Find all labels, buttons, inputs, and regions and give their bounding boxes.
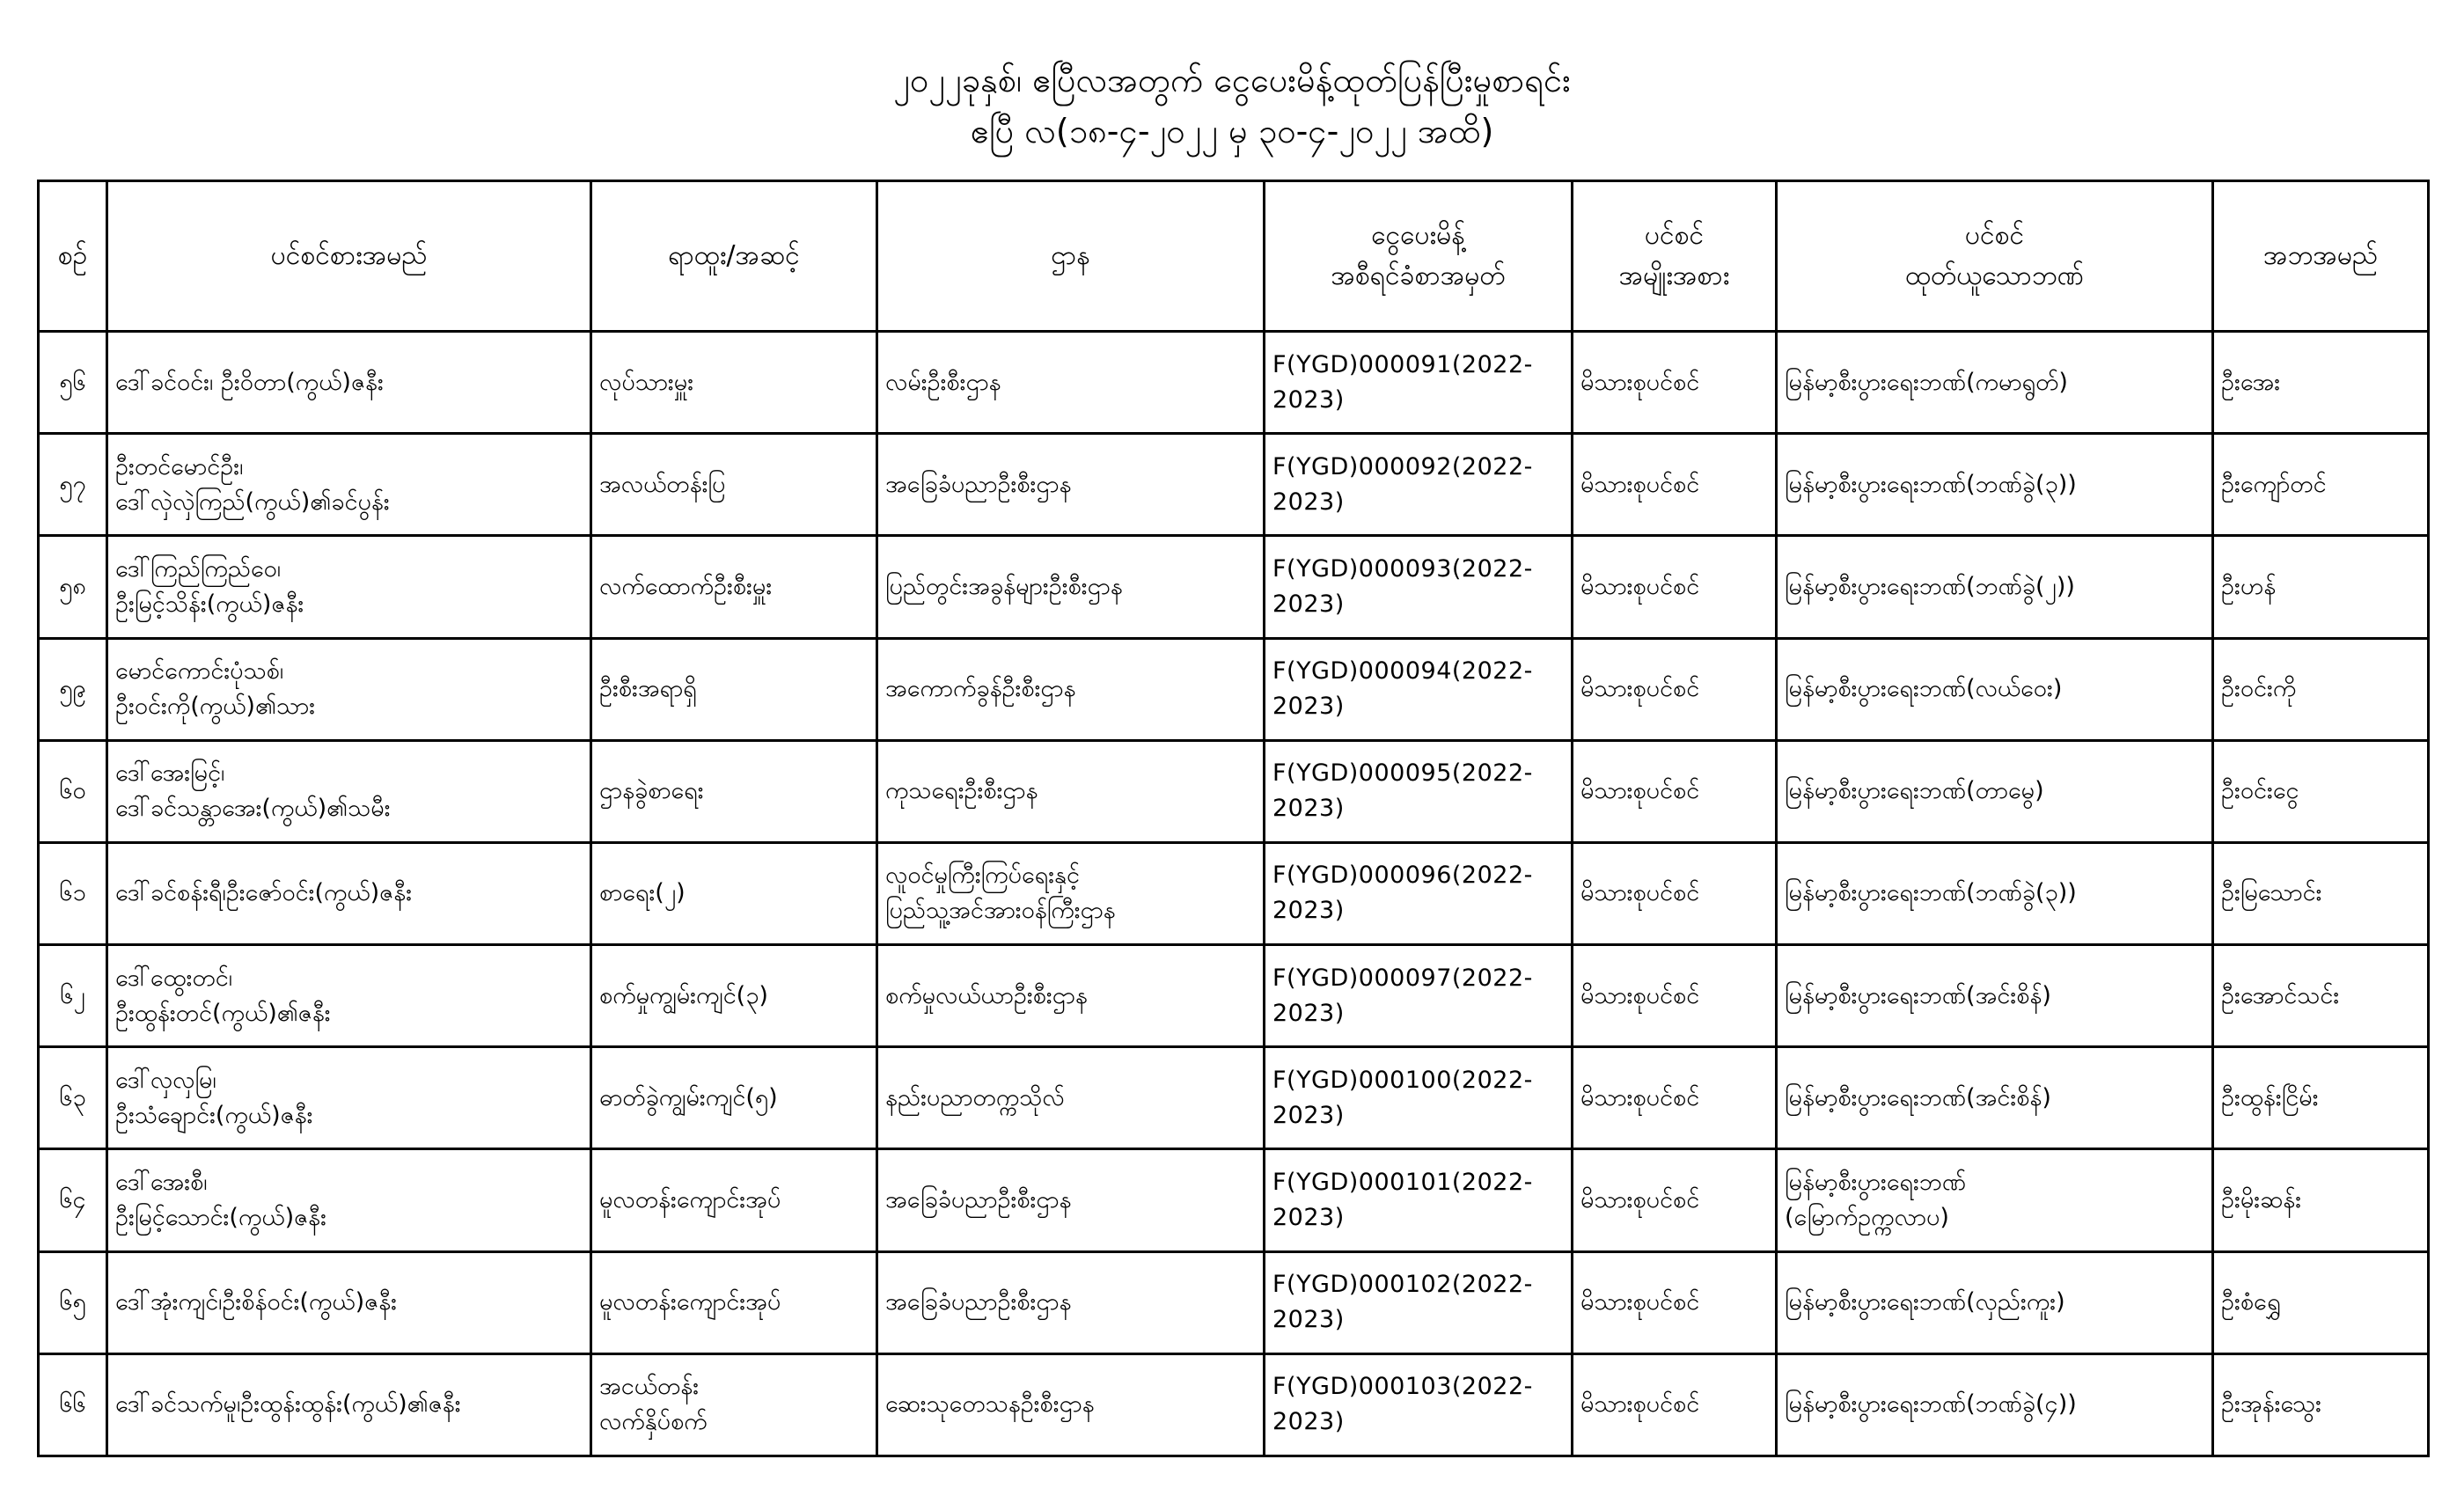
cell-pensioner-name [107, 740, 591, 842]
header-type-line: အမျိုးအစား [1618, 260, 1730, 291]
cell-department [877, 842, 1265, 944]
cell-payment-order-ref: F(YGD)000093(2022-2023) [1265, 536, 1573, 638]
cell-bank [1777, 1251, 2213, 1353]
cell-rank-line: အငယ်တန်း [599, 1373, 700, 1401]
cell-father-name: ဦးကျော်တင် [2213, 434, 2429, 536]
cell-department [877, 1353, 1265, 1456]
cell-pension-type: မိသားစုပင်စင် [1573, 536, 1777, 638]
cell-pensioner-name [107, 536, 591, 638]
cell-bank-line: မြန်မာ့စီးပွားရေးဘဏ်(ဘဏ်ခွဲ(၃)) [1785, 470, 2077, 498]
cell-rank [591, 1353, 877, 1456]
header-bank [1777, 181, 2213, 332]
cell-rank-line: ဦးစီးအရာရှိ [599, 675, 697, 703]
cell-pensioner-name-line: ဦးထွန်းတင်(ကွယ်)၏ဇနီး [115, 999, 331, 1027]
cell-pensioner-name [107, 945, 591, 1047]
cell-department [877, 1149, 1265, 1251]
cell-no: ၅၉ [39, 638, 107, 740]
header-type-line: ပင်စင် [1644, 220, 1705, 251]
cell-bank [1777, 434, 2213, 536]
cell-department-line: အခြေခံပညာဦးစီးဌာန [885, 470, 1072, 498]
cell-bank-line: မြန်မာ့စီးပွားရေးဘဏ်(ကမာရွတ်) [1785, 368, 2068, 396]
cell-department-line: ဆေးသုတေသနဦးစီးဌာန [885, 1390, 1095, 1419]
pension-payment-table [37, 180, 2430, 1457]
cell-rank-line: ဓာတ်ခွဲကျွမ်းကျင်(၅) [599, 1083, 778, 1111]
cell-bank [1777, 1047, 2213, 1149]
header-father-name: အဘအမည် [2213, 181, 2429, 332]
cell-bank [1777, 1149, 2213, 1251]
cell-father-name: ဦးမြသောင်း [2213, 842, 2429, 944]
cell-pensioner-name-line: ဦးသံချောင်း(ကွယ်)ဇနီး [115, 1101, 313, 1129]
table-row [39, 638, 2429, 740]
cell-pensioner-name [107, 1047, 591, 1149]
cell-rank [591, 945, 877, 1047]
header-bank-line: ပင်စင် [1964, 220, 2025, 251]
cell-bank-line: မြန်မာ့စီးပွားရေးဘဏ်(ဘဏ်ခွဲ(၄)) [1785, 1390, 2077, 1419]
cell-department [877, 332, 1265, 434]
header-payment-order-ref [1265, 181, 1573, 332]
cell-pension-type: မိသားစုပင်စင် [1573, 434, 1777, 536]
cell-pensioner-name-line: ဒေါ်ခင်ဝင်း၊ ဦးဝိတာ(ကွယ်)ဇနီး [115, 368, 384, 396]
cell-pensioner-name-line: ဒေါ်ခင်စန်းရီ၊ဦးဇော်ဝင်း(ကွယ်)ဇနီး [115, 879, 413, 907]
cell-pensioner-name-line: ဒေါ်အေးစီ၊ [115, 1168, 208, 1196]
cell-bank [1777, 945, 2213, 1047]
cell-no: ၆၄ [39, 1149, 107, 1251]
cell-pension-type: မိသားစုပင်စင် [1573, 945, 1777, 1047]
cell-pensioner-name [107, 842, 591, 944]
cell-father-name: ဦးအုန်းသွေး [2213, 1353, 2429, 1456]
cell-pensioner-name-line: ဒေါ်ခင်သန္တာအေး(ကွယ်)၏သမီး [115, 795, 391, 823]
cell-pensioner-name [107, 1251, 591, 1353]
cell-department-line: ပြည်သူ့အင်အားဝန်ကြီးဌာန [885, 897, 1116, 925]
cell-department [877, 434, 1265, 536]
cell-pensioner-name-line: ဦးဝင်းကို(ကွယ်)၏သား [115, 693, 316, 721]
cell-bank [1777, 638, 2213, 740]
cell-rank [591, 842, 877, 944]
header-department: ဌာန [877, 181, 1265, 332]
cell-father-name: ဦးအောင်သင်း [2213, 945, 2429, 1047]
cell-no: ၆၂ [39, 945, 107, 1047]
cell-pension-type: မိသားစုပင်စင် [1573, 638, 1777, 740]
header-pension-type [1573, 181, 1777, 332]
cell-bank [1777, 332, 2213, 434]
document-title: ၂၀၂၂ခုနှစ်၊ ဧပြီလအတွက် ငွေပေးမိန့်ထုတ်ပြန်ပြီးမှုစာရင်း [893, 61, 1571, 99]
table-row [39, 842, 2429, 944]
cell-department [877, 1251, 1265, 1353]
cell-department-line: လမ်းဦးစီးဌာန [885, 368, 1001, 396]
cell-rank-line: လုပ်သားမှူး [599, 368, 694, 396]
cell-pension-type: မိသားစုပင်စင် [1573, 1353, 1777, 1456]
cell-pensioner-name-line: မောင်ကောင်းပုံသစ်၊ [115, 657, 284, 686]
cell-father-name: ဦးဟန် [2213, 536, 2429, 638]
cell-rank-line: လက်နှိပ်စက် [599, 1408, 708, 1436]
cell-department-line: အခြေခံပညာဦးစီးဌာန [885, 1185, 1072, 1214]
cell-department [877, 638, 1265, 740]
cell-department-line: လူဝင်မှုကြီးကြပ်ရေးနှင့် [885, 862, 1080, 890]
cell-bank-line: မြန်မာ့စီးပွားရေးဘဏ်(တာမွေ) [1785, 777, 2044, 805]
header-no: စဉ် [39, 181, 107, 332]
cell-no: ၅၇ [39, 434, 107, 536]
cell-pension-type: မိသားစုပင်စင် [1573, 842, 1777, 944]
table-body [39, 332, 2429, 1456]
cell-bank-line: မြန်မာ့စီးပွားရေးဘဏ်(ဘဏ်ခွဲ(၂)) [1785, 572, 2075, 600]
header-ref-line: ငွေပေးမိန့် [1371, 220, 1465, 251]
cell-pensioner-name [107, 1149, 591, 1251]
cell-rank [591, 434, 877, 536]
cell-rank [591, 536, 877, 638]
cell-bank-line: မြန်မာ့စီးပွားရေးဘဏ်(ဘဏ်ခွဲ(၃)) [1785, 879, 2077, 907]
cell-no: ၆၆ [39, 1353, 107, 1456]
cell-no: ၅၆ [39, 332, 107, 434]
cell-payment-order-ref: F(YGD)000094(2022-2023) [1265, 638, 1573, 740]
cell-pensioner-name-line: ဦးတင်မောင်ဦး၊ [115, 452, 244, 480]
cell-rank-line: အလယ်တန်းပြ [599, 470, 726, 498]
table-row [39, 945, 2429, 1047]
cell-department-line: ကုသရေးဦးစီးဌာန [885, 777, 1038, 805]
cell-father-name: ဦးမိုးဆန်း [2213, 1149, 2429, 1251]
cell-department-line: အခြေခံပညာဦးစီးဌာန [885, 1288, 1072, 1316]
table-row [39, 536, 2429, 638]
cell-payment-order-ref: F(YGD)000097(2022-2023) [1265, 945, 1573, 1047]
cell-department [877, 740, 1265, 842]
cell-no: ၆၅ [39, 1251, 107, 1353]
cell-no: ၆၁ [39, 842, 107, 944]
cell-rank-line: ဌာနခွဲစာရေး [599, 777, 704, 805]
header-pensioner-name: ပင်စင်စားအမည် [107, 181, 591, 332]
cell-bank-line: မြန်မာ့စီးပွားရေးဘဏ် [1785, 1168, 1967, 1196]
cell-department-line: နည်းပညာတက္ကသိုလ် [885, 1083, 1065, 1111]
cell-pensioner-name-line: ဒေါ်အေးမြင့်၊ [115, 759, 225, 788]
cell-pensioner-name-line: ဒေါ်ကြည်ကြည်ဝေ၊ [115, 554, 282, 583]
table-row [39, 434, 2429, 536]
cell-rank-line: လက်ထောက်ဦးစီးမှူး [599, 572, 773, 600]
cell-no: ၅၈ [39, 536, 107, 638]
cell-rank [591, 332, 877, 434]
cell-bank-line: မြန်မာ့စီးပွားရေးဘဏ်(အင်းစိန်) [1785, 981, 2051, 1009]
cell-pensioner-name-line: ဒေါ်အုံးကျင်၊ဦးစိန်ဝင်း(ကွယ်)ဇနီး [115, 1288, 398, 1316]
cell-pensioner-name [107, 332, 591, 434]
table-row [39, 1149, 2429, 1251]
cell-payment-order-ref: F(YGD)000091(2022-2023) [1265, 332, 1573, 434]
cell-department [877, 945, 1265, 1047]
header-rank: ရာထူး/အဆင့် [591, 181, 877, 332]
cell-rank-line: စက်မှုကျွမ်းကျင်(၃) [599, 981, 768, 1009]
cell-pensioner-name [107, 434, 591, 536]
cell-pensioner-name-line: ဦးမြင့်သိန်း(ကွယ်)ဇနီး [115, 590, 304, 618]
cell-father-name: ဦးဝင်းကို [2213, 638, 2429, 740]
cell-bank-line: မြန်မာ့စီးပွားရေးဘဏ်(အင်းစိန်) [1785, 1083, 2051, 1111]
cell-payment-order-ref: F(YGD)000096(2022-2023) [1265, 842, 1573, 944]
cell-pension-type: မိသားစုပင်စင် [1573, 1047, 1777, 1149]
cell-bank-line: မြန်မာ့စီးပွားရေးဘဏ်(လယ်ဝေး) [1785, 675, 2063, 703]
cell-payment-order-ref: F(YGD)000102(2022-2023) [1265, 1251, 1573, 1353]
cell-pensioner-name-line: ဒေါ်ခင်သက်မူ၊ဦးထွန်းထွန်း(ကွယ်)၏ဇနီး [115, 1390, 461, 1419]
cell-department [877, 536, 1265, 638]
cell-father-name: ဦးထွန်းငြိမ်း [2213, 1047, 2429, 1149]
cell-no: ၆၃ [39, 1047, 107, 1149]
cell-no: ၆၀ [39, 740, 107, 842]
document-subtitle-date-range: ဧပြီ လ(၁၈-၄-၂၀၂၂ မှ ၃၀-၄-၂၀၂၂ အထိ) [970, 112, 1494, 150]
cell-payment-order-ref: F(YGD)000101(2022-2023) [1265, 1149, 1573, 1251]
cell-father-name: ဦးစံရွှေ [2213, 1251, 2429, 1353]
cell-pension-type: မိသားစုပင်စင် [1573, 332, 1777, 434]
table-row [39, 740, 2429, 842]
table-row [39, 1047, 2429, 1149]
cell-payment-order-ref: F(YGD)000095(2022-2023) [1265, 740, 1573, 842]
cell-rank [591, 740, 877, 842]
table-row [39, 1353, 2429, 1456]
table-row [39, 332, 2429, 434]
cell-rank-line: စာရေး(၂) [599, 879, 686, 907]
cell-bank [1777, 740, 2213, 842]
cell-bank [1777, 536, 2213, 638]
header-ref-line: အစီရင်ခံစာအမှတ် [1331, 260, 1506, 291]
cell-rank [591, 1251, 877, 1353]
cell-pension-type: မိသားစုပင်စင် [1573, 1251, 1777, 1353]
cell-father-name: ဦးအေး [2213, 332, 2429, 434]
cell-bank-line: (မြောက်ဥက္ကလာပ) [1785, 1203, 1949, 1231]
cell-pensioner-name [107, 638, 591, 740]
cell-pensioner-name [107, 1353, 591, 1456]
cell-pensioner-name-line: ဦးမြင့်သောင်း(ကွယ်)ဇနီး [115, 1203, 326, 1231]
cell-pension-type: မိသားစုပင်စင် [1573, 1149, 1777, 1251]
cell-payment-order-ref: F(YGD)000100(2022-2023) [1265, 1047, 1573, 1149]
cell-pensioner-name-line: ဒေါ်လှဲလှဲကြည်(ကွယ်)၏ခင်ပွန်း [115, 488, 390, 516]
cell-department-line: အကောက်ခွန်ဦးစီးဌာန [885, 675, 1076, 703]
cell-rank [591, 638, 877, 740]
cell-pensioner-name-line: ဒေါ်လှလှမြ၊ [115, 1066, 216, 1094]
cell-bank-line: မြန်မာ့စီးပွားရေးဘဏ်(လှည်းကူး) [1785, 1288, 2065, 1316]
cell-bank [1777, 1353, 2213, 1456]
cell-rank [591, 1149, 877, 1251]
cell-pension-type: မိသားစုပင်စင် [1573, 740, 1777, 842]
cell-rank-line: မူလတန်းကျောင်းအုပ် [599, 1288, 781, 1316]
table-header-row [39, 181, 2429, 332]
cell-pensioner-name-line: ဒေါ်ထွေးတင်၊ [115, 964, 233, 992]
cell-father-name: ဦးဝင်းငွေ [2213, 740, 2429, 842]
cell-department-line: ပြည်တွင်းအခွန်များဦးစီးဌာန [885, 572, 1123, 600]
cell-rank-line: မူလတန်းကျောင်းအုပ် [599, 1185, 781, 1214]
cell-bank [1777, 842, 2213, 944]
cell-rank [591, 1047, 877, 1149]
cell-payment-order-ref: F(YGD)000103(2022-2023) [1265, 1353, 1573, 1456]
table-row [39, 1251, 2429, 1353]
cell-department [877, 1047, 1265, 1149]
cell-payment-order-ref: F(YGD)000092(2022-2023) [1265, 434, 1573, 536]
header-bank-line: ထုတ်ယူသောဘဏ် [1905, 260, 2084, 291]
cell-department-line: စက်မှုလယ်ယာဦးစီးဌာန [885, 981, 1088, 1009]
